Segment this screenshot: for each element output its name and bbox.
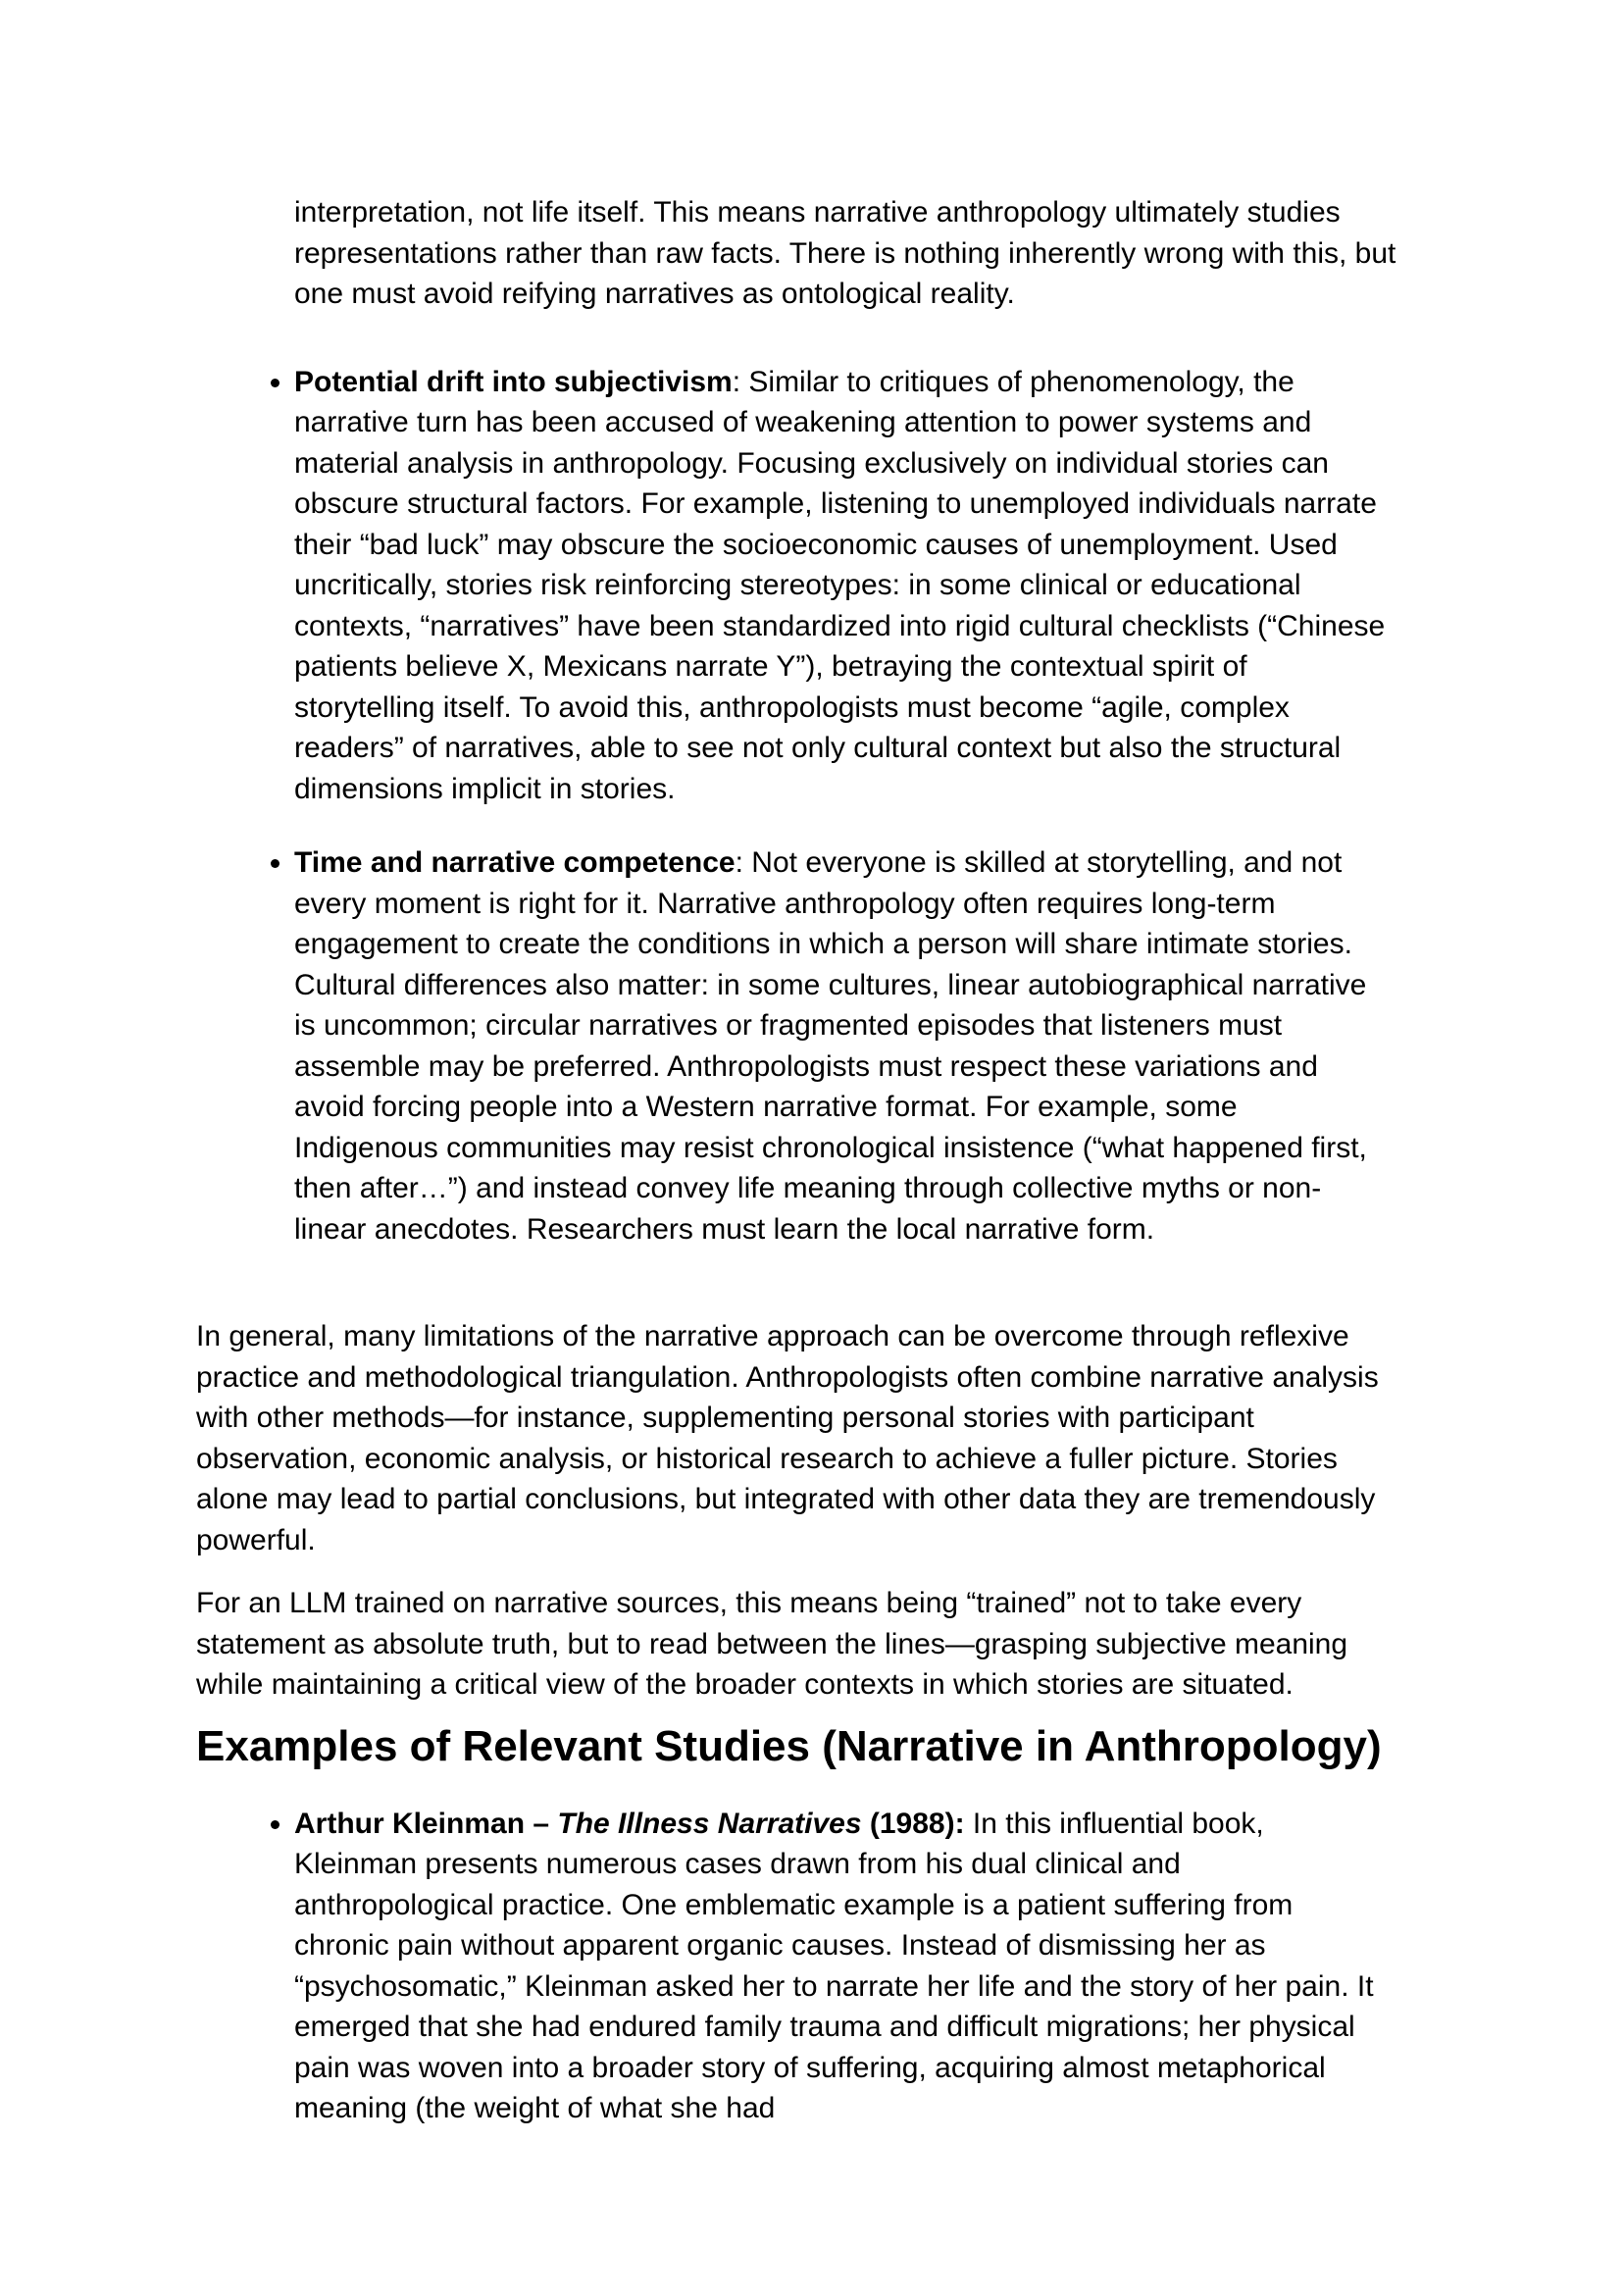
general-paragraph: In general, many limitations of the narrative approach can be overcome through reflexive practice and methodological triangulation. Anthropologists often combine narrative analysis with other methods—for instance, supplementing personal stories with participant observation, economic analysis, or historical research to achieve a fuller picture. Stories alone may lead to partial conclusions, but integrated with other data they are tremendously powerful. — [196, 1320, 1379, 1556]
bullet-body: In this influential book, Kleinman presents numerous cases drawn from his dual clinical and anthropological practice. One emblematic example is a patient suffering from chronic pain without apparent organic causes. Instead of dismissing her as “psychosomatic,” Kleinman asked her to narrate her life and the story of her pain. It emerged that she had endured family trauma and difficult migrations; her physical pain was woven into a broader story of suffering, acquiring almost metaphorical meaning (the weight of what she had — [294, 1807, 1374, 2124]
bullet-term-prefix: Arthur Kleinman – — [294, 1807, 558, 1840]
llm-paragraph: For an LLM trained on narrative sources, this means being “trained” not to take every statement as absolute truth, but to read between the lines—grasping subjective meaning while maintaining a critical view of the broader contexts in which stories are situated. — [196, 1587, 1348, 1701]
bullet-term: Potential drift into subjectivism — [294, 365, 733, 398]
intro-paragraph: interpretation, not life itself. This means narrative anthropology ultimately studies representations rather than raw facts. There is nothing inherently wrong with this, but one must avoid reifying narratives as ontological reality. — [294, 196, 1396, 310]
bullet-term: Time and narrative competence — [294, 846, 736, 879]
examples-list — [196, 1804, 1406, 2129]
bullet-body: : Not everyone is skilled at storytelling, and not every moment is right for it. Narrative anthropology often requires long-term engagement to create the conditions in which a person will share intimate stories. Cultural differences also matter: in some cultures, linear autobiographical narrative is uncommon; circular narratives or fragmented episodes that listeners must assemble may be preferred. Anthropologists must respect these variations and avoid forcing people into a Western narrative format. For example, some Indigenous communities may resist chronological insistence (“what happened first, then after…”) and instead convey life meaning through collective myths or non-linear anecdotes. Researchers must learn the local narrative form. — [294, 846, 1367, 1246]
list-item-subjectivism — [294, 362, 1406, 810]
bullet-term-book-title: The Illness Narratives — [557, 1807, 862, 1840]
bullet-body: : Similar to critiques of phenomenology, the narrative turn has been accused of weakening attention to power systems and material analysis in anthropology. Focusing exclusively on individual stories can obscure structural factors. For example, listening to unemployed individuals narrate their “bad luck” may obscure the socioeconomic causes of unemployment. Used uncritically, stories risk reinforcing stereotypes: in some clinical or educational contexts, “narratives” have been standardized into rigid cultural checklists (“Chinese patients believe X, Mexicans narrate Y”), betraying the contextual spirit of storytelling itself. To avoid this, anthropologists must become “agile, complex readers” of narratives, able to see not only cultural context but also the structural dimensions implicit in stories. — [294, 365, 1386, 805]
limitations-list — [196, 362, 1406, 1250]
list-item-time-competence — [294, 842, 1406, 1249]
bullet-term-year: (1988): — [861, 1807, 965, 1840]
examples-section-heading: Examples of Relevant Studies (Narrative in Anthropology) — [196, 1721, 1382, 1770]
list-item-kleinman — [294, 1804, 1406, 2129]
